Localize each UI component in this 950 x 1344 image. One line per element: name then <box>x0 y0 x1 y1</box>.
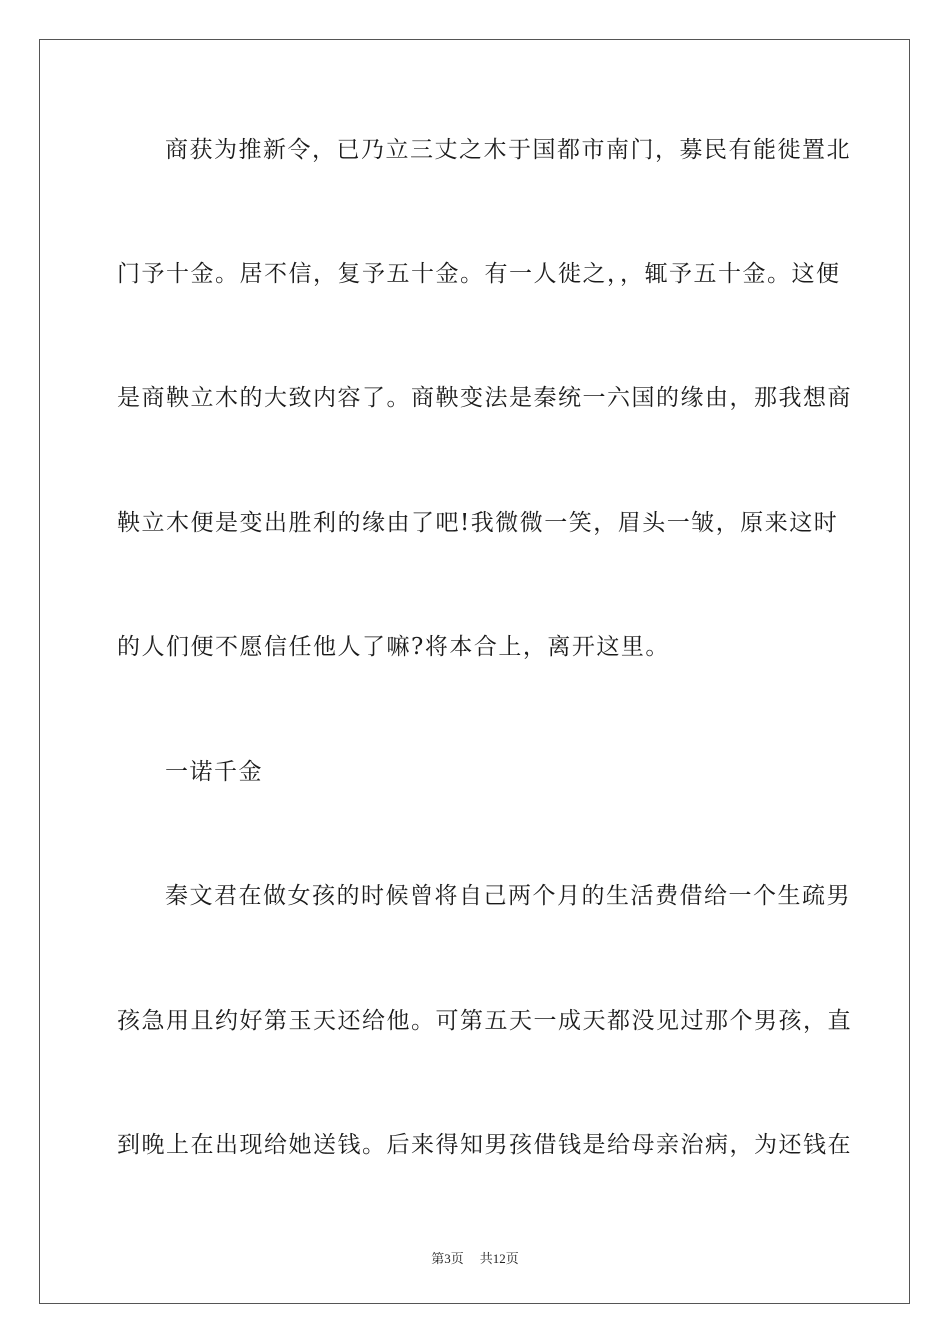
section-heading: 一诺千金 <box>165 759 263 785</box>
paragraph-line: 的人们便不愿信任他人了嘛?将本合上，离开这里。 <box>117 634 670 660</box>
paragraph-line: 门予十金。居不信，复予五十金。有一人徙之，，辄予五十金。这便 <box>117 261 841 287</box>
page-footer <box>0 1248 950 1267</box>
paragraph-line: 商获为推新令，已乃立三丈之木于国都市南门，募民有能徙置北 <box>165 137 851 163</box>
paragraph-line: 秦文君在做女孩的时候曾将自己两个月的生活费借给一个生疏男 <box>165 883 851 909</box>
paragraph-line: 是商鞅立木的大致内容了。商鞅变法是秦统一六国的缘由，那我想商 <box>117 385 852 411</box>
page-total: 共12页 <box>479 1251 519 1266</box>
page-number: 第3页 <box>431 1251 464 1266</box>
paragraph-line: 鞅立木便是变出胜利的缘由了吧!我微微一笑，眉头一皱，原来这时 <box>117 510 839 536</box>
paragraph-line: 到晚上在出现给她送钱。后来得知男孩借钱是给母亲治病，为还钱在 <box>117 1132 852 1158</box>
paragraph-line: 孩急用且约好第玉天还给他。可第五天一成天都没见过那个男孩，直 <box>117 1008 852 1034</box>
page-border <box>39 39 910 1304</box>
